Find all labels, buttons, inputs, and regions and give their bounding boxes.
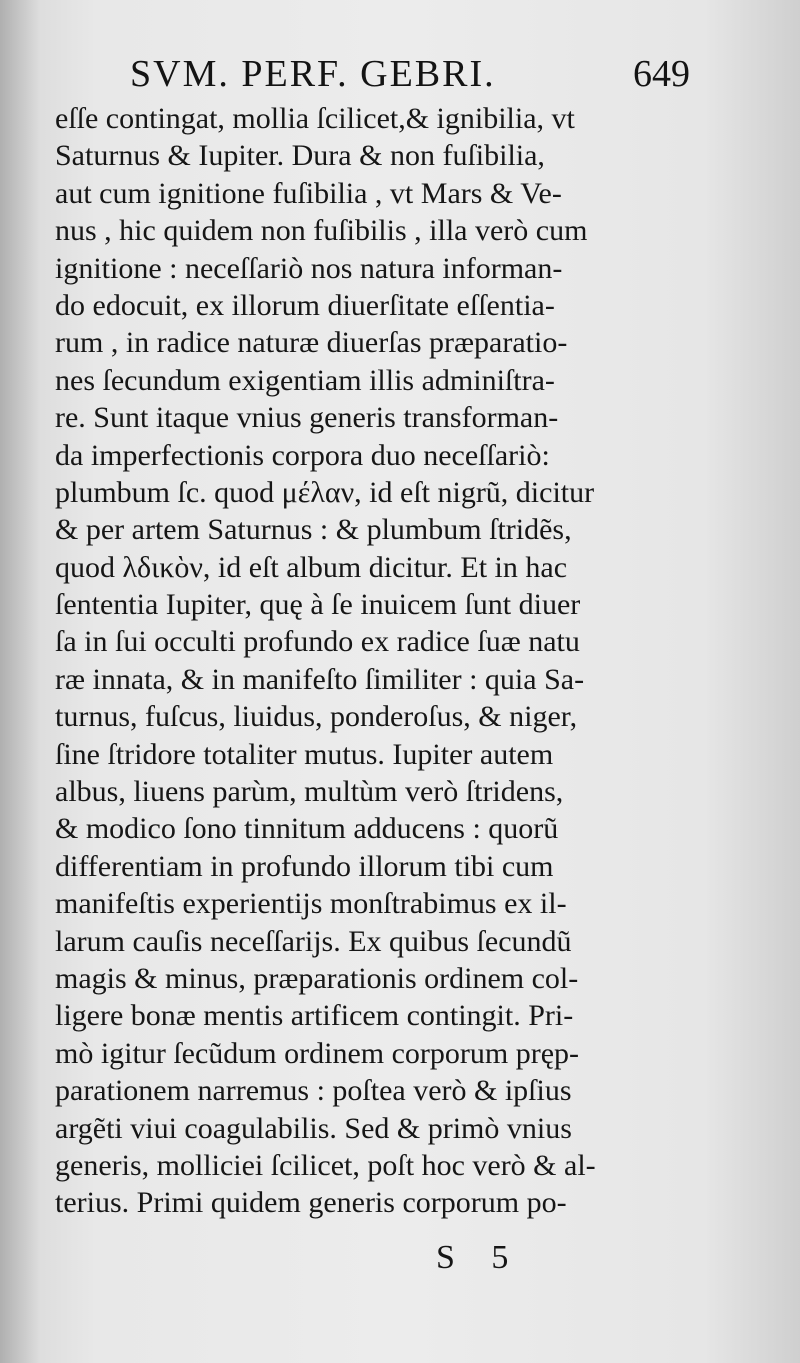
signature-mark: S 5 <box>436 1239 523 1276</box>
text-line: ſa in ſui occulti profundo ex radice ſuæ natu <box>55 625 580 659</box>
text-line: argẽti viui coagulabilis. Sed & primò vnius <box>55 1111 572 1145</box>
text-line: terius. Primi quidem generis corporum po- <box>55 1186 567 1220</box>
text-line: nes ſecundum exigentiam illis adminiſtra- <box>55 363 555 397</box>
text-line: parationem narremus : poſtea verò & ipſius <box>55 1074 572 1108</box>
text-line: ignitione : neceſſariò nos natura informan- <box>55 251 563 285</box>
text-line: da imperfectionis corpora duo neceſſariò: <box>55 438 550 472</box>
text-line: nus , hic quidem non fuſibilis , illa verò cum <box>55 214 588 248</box>
text-line: differentiam in profundo illorum tibi cum <box>55 849 554 883</box>
text-line: generis, molliciei ſcilicet, poſt hoc verò & al- <box>55 1148 596 1182</box>
text-line: manifeſtis experientijs monſtrabimus ex il- <box>55 887 567 921</box>
page-number: 649 <box>633 53 690 95</box>
text-line: plumbum ſc. quod μέλαν, id eſt nigrũ, dicitur <box>55 475 595 509</box>
text-line: do edocuit, ex illorum diuerſitate eſſentia- <box>55 288 555 322</box>
text-line: quod λδικὸν, id eſt album dicitur. Et in hac <box>55 550 568 584</box>
text-line: re. Sunt itaque vnius generis transforman- <box>55 401 559 435</box>
text-line: magis & minus, præparationis ordinem col- <box>55 961 579 995</box>
text-line: & per artem Saturnus : & plumbum ſtridẽs, <box>55 513 572 547</box>
text-line: Saturnus & Iupiter. Dura & non fuſibilia, <box>55 139 545 173</box>
running-head-title: SVM. PERF. GEBRI. <box>130 53 496 95</box>
text-line: albus, liuens parùm, multùm verò ſtridens, <box>55 775 564 809</box>
text-line: ræ innata, & in manifeſto ſimiliter : quia Sa- <box>55 662 585 696</box>
text-line: mò igitur ſecũdum ordinem corporum pręp- <box>55 1036 580 1070</box>
text-line: ligere bonæ mentis artificem contingit. Pri- <box>55 999 574 1033</box>
text-line: aut cum ignitione fuſibilia , vt Mars & Ve- <box>55 176 562 210</box>
running-head <box>130 52 690 102</box>
body-text <box>55 100 685 1222</box>
text-line: rum , in radice naturæ diuerſas præparatio- <box>55 326 568 360</box>
text-line: ſine ſtridore totaliter mutus. Iupiter autem <box>55 737 554 771</box>
text-line: & modico ſono tinnitum adducens : quorũ <box>55 812 559 846</box>
text-line: ſententia Iupiter, quę à ſe inuicem ſunt diuer <box>55 588 581 622</box>
text-line: turnus, fuſcus, liuidus, ponderoſus, & niger, <box>55 700 578 734</box>
text-line: eſſe contingat, mollia ſcilicet,& ignibilia, vt <box>55 102 575 135</box>
text-line: larum cauſis neceſſarijs. Ex quibus ſecundũ <box>55 924 572 958</box>
